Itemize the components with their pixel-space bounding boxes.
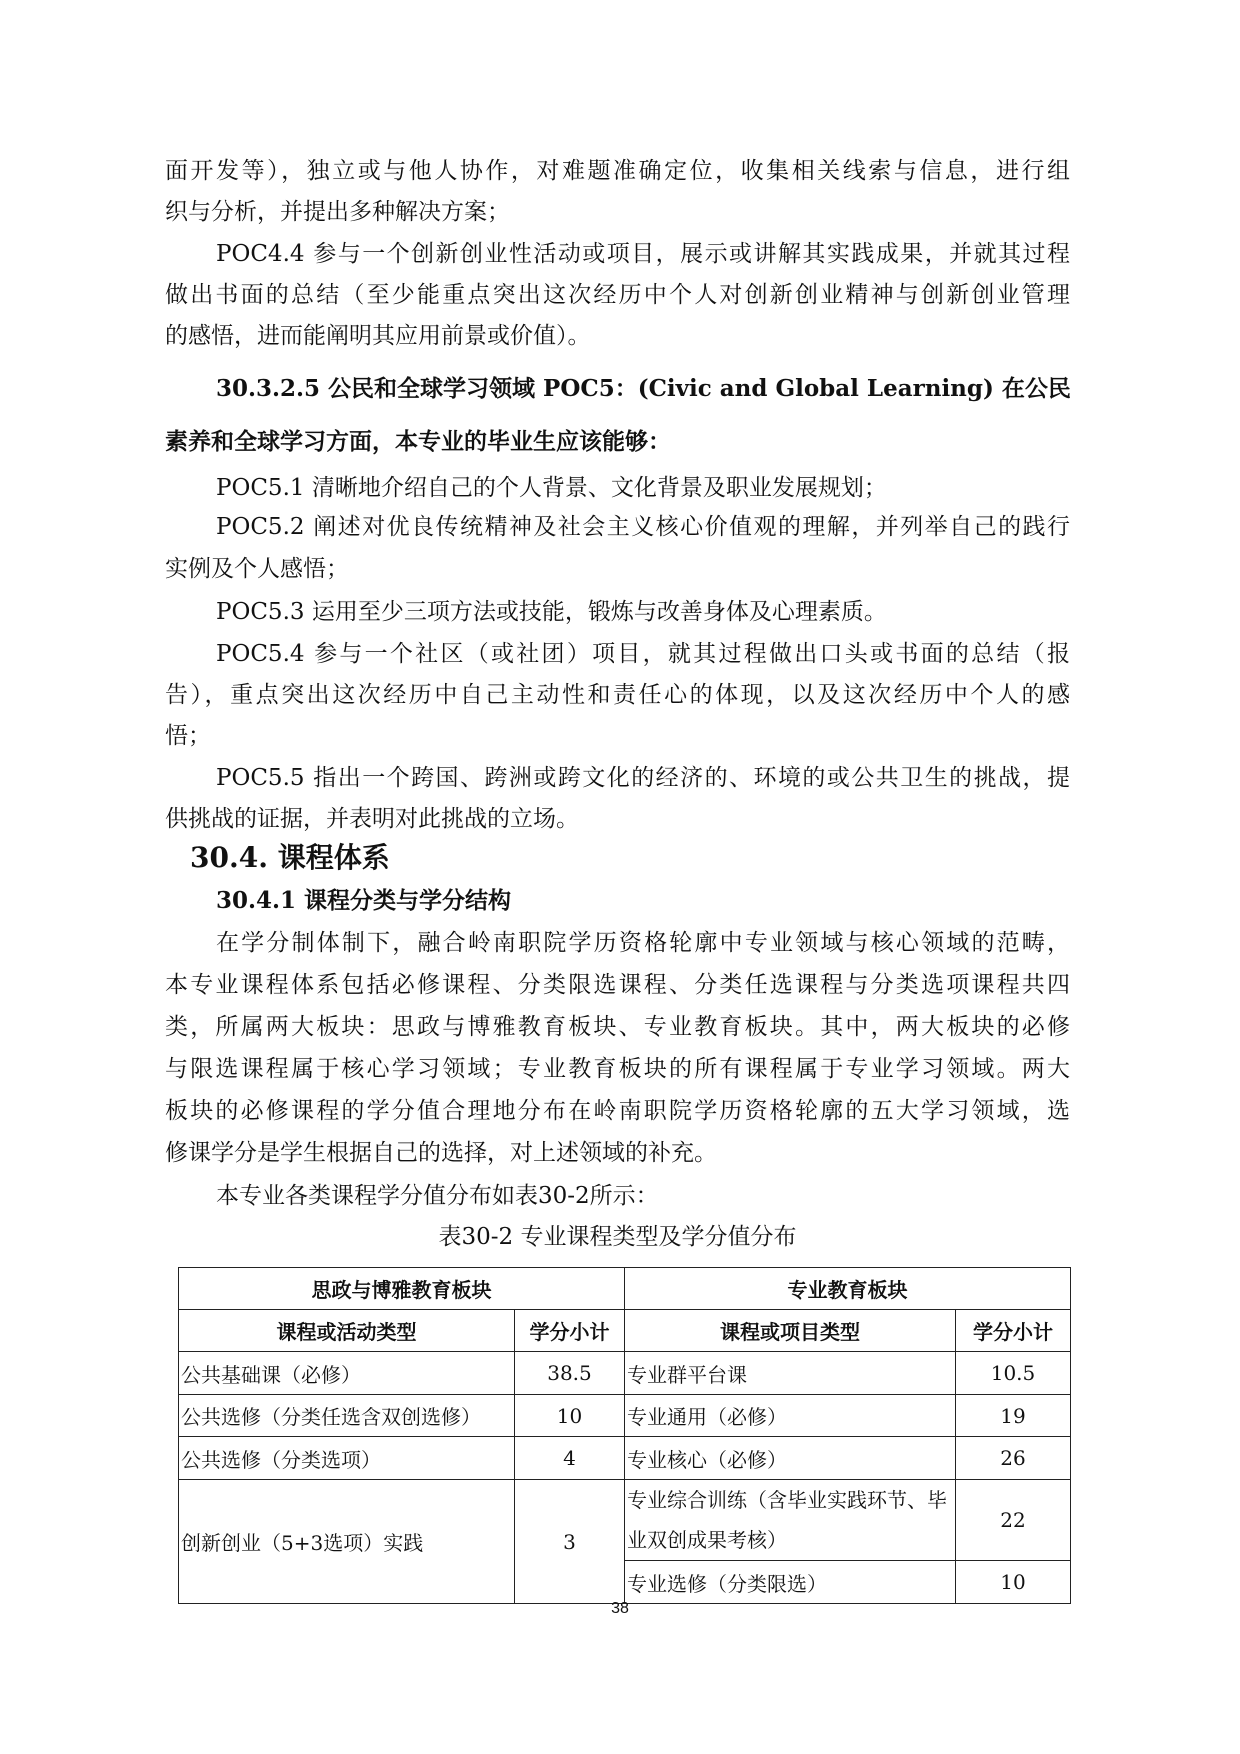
paragraph-line: 的感悟，进而能阐明其应用前景或价值）。 bbox=[165, 323, 591, 349]
paragraph-line: 类，所属两大板块：思政与博雅教育板块、专业教育板块。其中，两大板块的必修 bbox=[165, 1014, 1070, 1040]
paragraph-line: 修课学分是学生根据自己的选择，对上述领域的补充。 bbox=[165, 1140, 717, 1166]
course-type-cell: 专业群平台课 bbox=[625, 1352, 956, 1395]
course-type-cell: 专业选修（分类限选） bbox=[625, 1561, 956, 1604]
paragraph-line: 实例及个人感悟； bbox=[165, 556, 349, 582]
column-header: 学分小计 bbox=[515, 1310, 625, 1352]
paragraph-line: 做出书面的总结（至少能重点突出这次经历中个人对创新创业精神与创新创业管理 bbox=[165, 282, 1070, 308]
paragraph-line: 织与分析，并提出多种解决方案； bbox=[165, 199, 510, 225]
page-number: 38 bbox=[611, 1600, 629, 1617]
paragraph-line: 供挑战的证据，并表明对此挑战的立场。 bbox=[165, 806, 579, 832]
credit-cell: 22 bbox=[956, 1480, 1071, 1561]
paragraph-line: 与限选课程属于核心学习领域；专业教育板块的所有课程属于专业学习领域。两大 bbox=[165, 1056, 1070, 1082]
credit-cell: 10.5 bbox=[956, 1352, 1071, 1395]
course-type-cell: 创新创业（5+3选项）实践 bbox=[179, 1480, 515, 1604]
table-row bbox=[179, 1352, 1071, 1395]
paragraph-line: POC5.3 运用至少三项方法或技能，锻炼与改善身体及心理素质。 bbox=[216, 599, 887, 625]
paragraph-line: 在学分制体制下，融合岭南职院学历资格轮廓中专业领域与核心领域的范畴， bbox=[216, 930, 1070, 956]
table-caption: 表30-2 专业课程类型及学分值分布 bbox=[438, 1224, 797, 1250]
course-type-cell: 公共选修（分类任选含双创选修） bbox=[179, 1395, 515, 1437]
paragraph-line: POC5.2 阐述对优良传统精神及社会主义核心价值观的理解，并列举自己的践行 bbox=[216, 514, 1070, 540]
paragraph-line: 悟； bbox=[165, 723, 211, 749]
course-type-cell: 专业核心（必修） bbox=[625, 1437, 956, 1480]
paragraph-line: 面开发等），独立或与他人协作，对难题准确定位，收集相关线索与信息，进行组 bbox=[165, 158, 1070, 184]
course-type-cell: 专业综合训练（含毕业实践环节、毕业双创成果考核） bbox=[625, 1480, 956, 1561]
group-header-left: 思政与博雅教育板块 bbox=[179, 1268, 625, 1310]
credit-cell: 38.5 bbox=[515, 1352, 625, 1395]
paragraph-line: 本专业各类课程学分值分布如表30-2所示： bbox=[216, 1183, 659, 1209]
section-heading: 30.4. 课程体系 bbox=[190, 841, 390, 874]
paragraph-line: POC5.5 指出一个跨国、跨洲或跨文化的经济的、环境的或公共卫生的挑战，提 bbox=[216, 765, 1070, 791]
column-header: 学分小计 bbox=[956, 1310, 1071, 1352]
paragraph-line: 本专业课程体系包括必修课程、分类限选课程、分类任选课程与分类选项课程共四 bbox=[165, 972, 1070, 998]
credit-cell: 10 bbox=[956, 1561, 1071, 1604]
credit-distribution-table bbox=[178, 1267, 1071, 1604]
subsection-heading-line: 30.4.1 课程分类与学分结构 bbox=[216, 887, 512, 914]
course-type-cell: 专业通用（必修） bbox=[625, 1395, 956, 1437]
credit-cell: 10 bbox=[515, 1395, 625, 1437]
credit-cell: 26 bbox=[956, 1437, 1071, 1480]
paragraph-line: POC4.4 参与一个创新创业性活动或项目，展示或讲解其实践成果，并就其过程 bbox=[216, 241, 1070, 267]
column-header: 课程或活动类型 bbox=[179, 1310, 515, 1352]
credit-cell: 19 bbox=[956, 1395, 1071, 1437]
course-type-cell: 公共选修（分类选项） bbox=[179, 1437, 515, 1480]
paragraph-line: POC5.4 参与一个社区（或社团）项目，就其过程做出口头或书面的总结（报 bbox=[216, 641, 1070, 667]
table-group-header-row bbox=[179, 1268, 1071, 1310]
subsection-heading-line: 素养和全球学习方面，本专业的毕业生应该能够： bbox=[165, 428, 671, 455]
group-header-right: 专业教育板块 bbox=[625, 1268, 1071, 1310]
paragraph-line: 告），重点突出这次经历中自己主动性和责任心的体现，以及这次经历中个人的感 bbox=[165, 682, 1070, 708]
column-header: 课程或项目类型 bbox=[625, 1310, 956, 1352]
credit-cell: 3 bbox=[515, 1480, 625, 1604]
subsection-heading-line: 30.3.2.5 公民和全球学习领域 POC5：(Civic and Global Learning) 在公民 bbox=[216, 375, 1071, 402]
paragraph-line: POC5.1 清晰地介绍自己的个人背景、文化背景及职业发展规划； bbox=[216, 475, 887, 501]
paragraph-line: 板块的必修课程的学分值合理地分布在岭南职院学历资格轮廓的五大学习领域，选 bbox=[165, 1098, 1070, 1124]
credit-cell: 4 bbox=[515, 1437, 625, 1480]
course-type-cell: 公共基础课（必修） bbox=[179, 1352, 515, 1395]
table-row bbox=[179, 1437, 1071, 1480]
table-row bbox=[179, 1395, 1071, 1437]
table-row bbox=[179, 1480, 1071, 1561]
table-column-header-row bbox=[179, 1310, 1071, 1352]
